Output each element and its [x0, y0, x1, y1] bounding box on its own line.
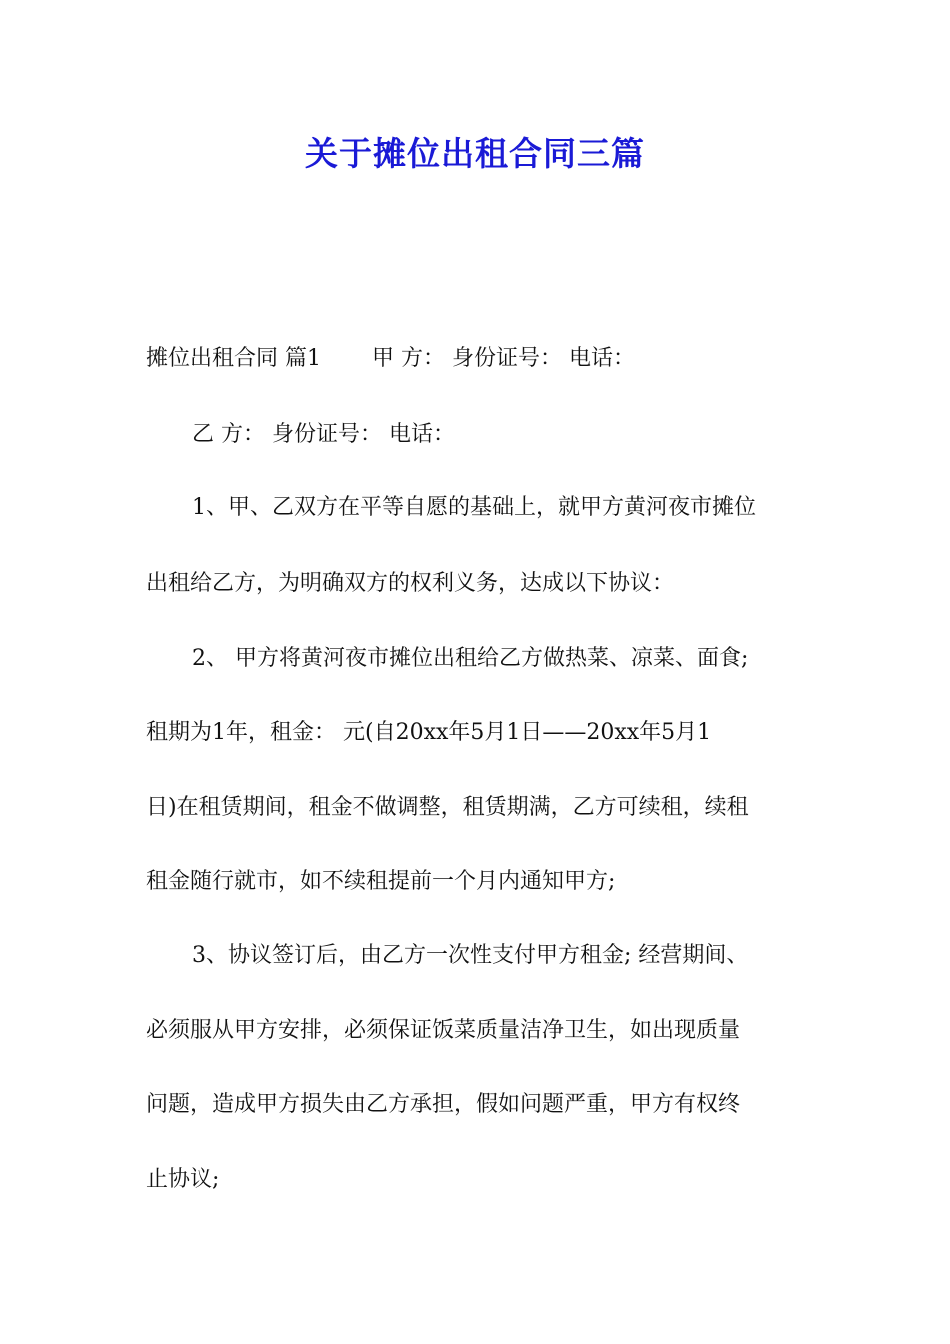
paragraph-line: 止协议;	[146, 1167, 220, 1192]
paragraph-line: 必须服从甲方安排，必须保证饭菜质量洁净卫生，如出现质量	[146, 1018, 741, 1043]
paragraph-line: 乙 方： 身份证号： 电话：	[192, 422, 455, 447]
paragraph-line: 摊位出租合同 篇1 甲 方： 身份证号： 电话：	[146, 346, 635, 371]
paragraph-line: 3、协议签订后，由乙方一次性支付甲方租金; 经营期间、	[192, 943, 749, 968]
paragraph-line: 租期为1年，租金： 元(自20xx年5月1日——20xx年5月1	[146, 720, 712, 745]
paragraph-line: 问题，造成甲方损失由乙方承担，假如问题严重，甲方有权终	[146, 1092, 741, 1117]
paragraph-line: 租金随行就市，如不续租提前一个月内通知甲方;	[146, 869, 616, 894]
paragraph-line: 2、 甲方将黄河夜市摊位出租给乙方做热菜、凉菜、面食;	[192, 646, 749, 671]
paragraph-line: 1、甲、乙双方在平等自愿的基础上，就甲方黄河夜市摊位	[192, 495, 756, 520]
paragraph-line: 出租给乙方，为明确双方的权利义务，达成以下协议：	[146, 571, 675, 596]
document-title: 关于摊位出租合同三篇	[305, 134, 645, 173]
paragraph-line: 日)在租赁期间，租金不做调整，租赁期满，乙方可续租，续租	[146, 795, 749, 820]
